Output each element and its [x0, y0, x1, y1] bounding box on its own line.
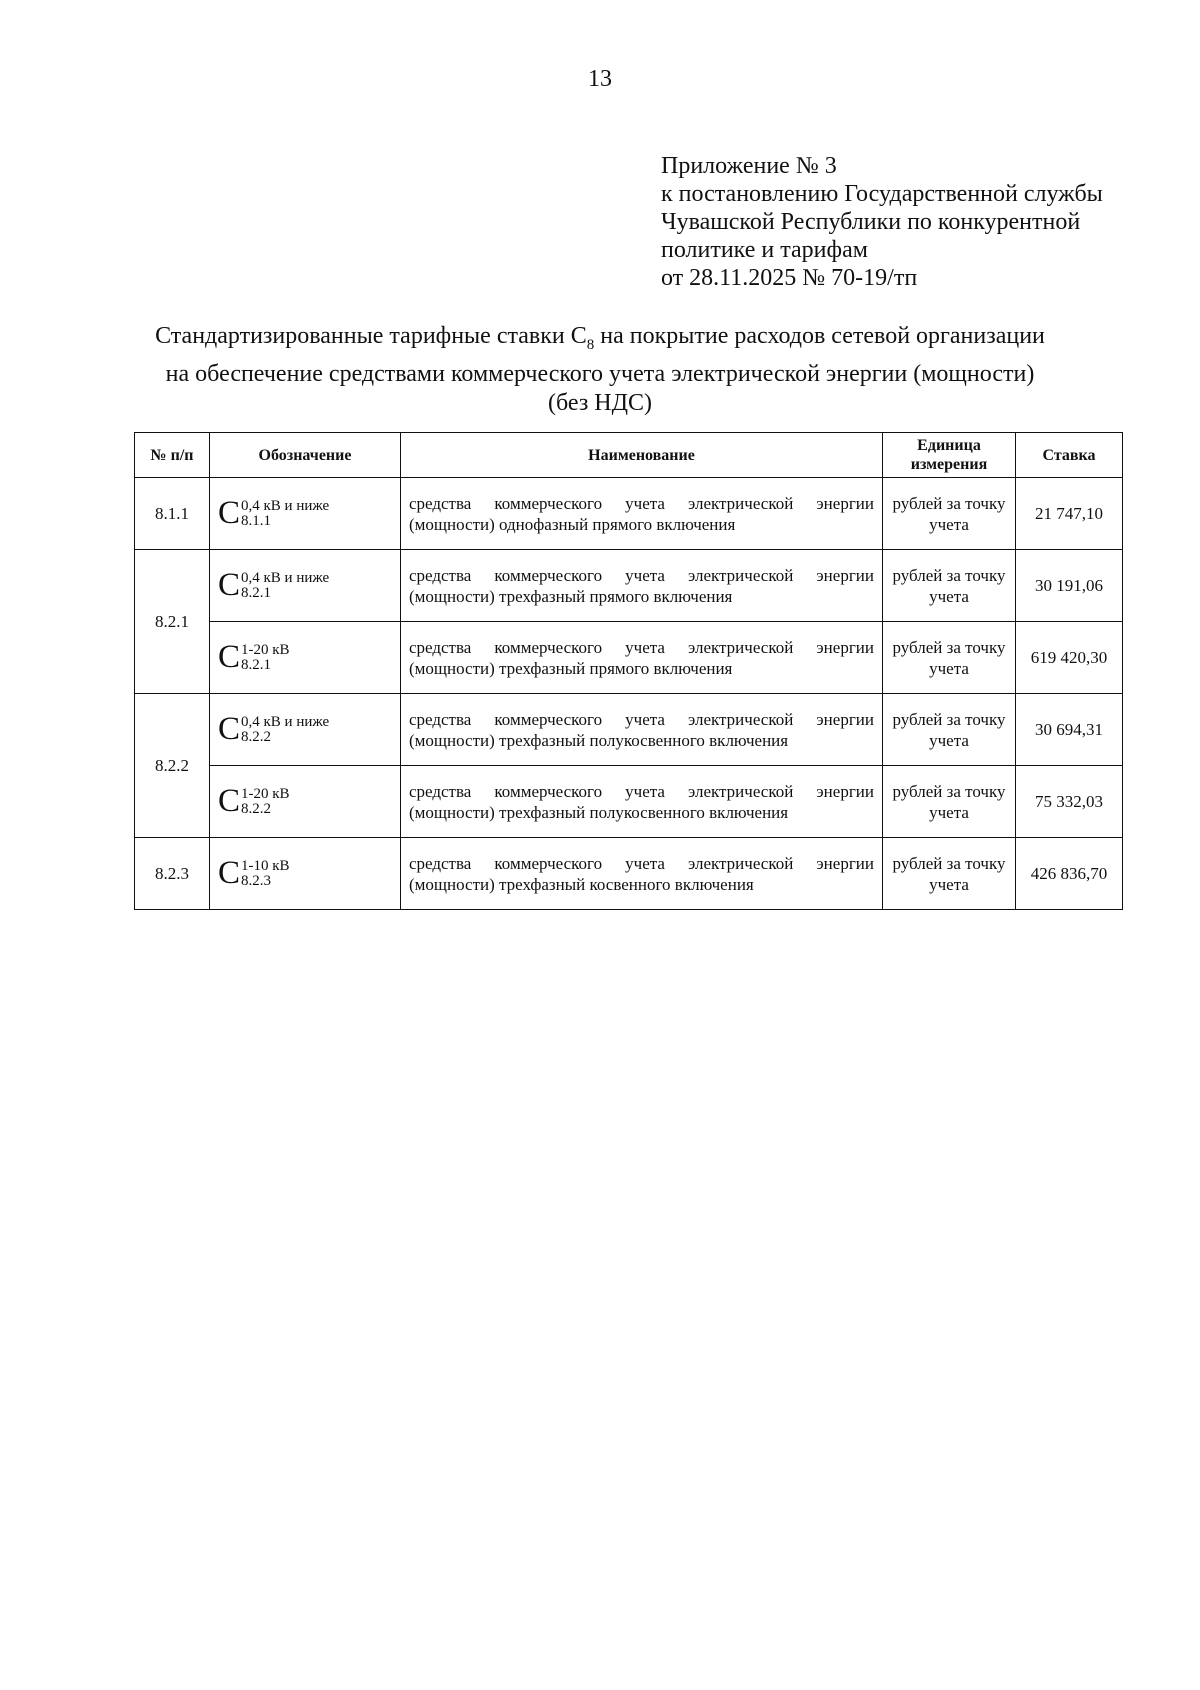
designation-cell: [210, 694, 401, 766]
table-row: [135, 550, 1123, 622]
symbol-subscript: 8.2.3: [241, 872, 272, 889]
rate-cell: 426 836,70: [1016, 838, 1123, 910]
symbol-superscript: 0,4 кВ и ниже: [241, 713, 330, 730]
appendix-header: [661, 152, 1103, 292]
symbol-subscript: 8.2.1: [241, 584, 272, 601]
unit-cell: рублей за точку учета: [883, 550, 1016, 622]
symbol-superscript: 0,4 кВ и ниже: [241, 569, 330, 586]
unit-cell: рублей за точку учета: [883, 622, 1016, 694]
unit-cell: рублей за точку учета: [883, 694, 1016, 766]
name-cell: средства коммерческого учета электрической энергии (мощности) трехфазный косвенного включения: [401, 838, 883, 910]
header-unit-line1: Единица: [917, 437, 981, 454]
title-prefix: Стандартизированные тарифные ставки C: [155, 323, 587, 349]
unit-cell: рублей за точку учета: [883, 766, 1016, 838]
name-cell: средства коммерческого учета электрической энергии (мощности) трехфазный полукосвенного включения: [401, 766, 883, 838]
symbol-letter: C: [218, 783, 241, 819]
symbol-superscript: 1-10 кВ: [241, 857, 290, 874]
symbol-letter: C: [218, 567, 241, 603]
symbol-letter: C: [218, 855, 241, 891]
header-designation: Обозначение: [210, 433, 401, 478]
symbol-letter: C: [218, 495, 241, 531]
appendix-line: к постановлению Государственной службы: [661, 181, 1103, 207]
unit-cell: рублей за точку учета: [883, 838, 1016, 910]
table-row: [135, 838, 1123, 910]
title-line-3: (без НДС): [547, 389, 652, 416]
row-num: 8.2.3: [135, 838, 210, 910]
row-num: 8.2.1: [135, 550, 210, 694]
header-name: Наименование: [401, 433, 883, 478]
symbol-superscript: 1-20 кВ: [241, 785, 290, 802]
title-line-2: на обеспечение средствами коммерческого учета электрической энергии (мощности): [165, 360, 1035, 387]
designation-cell: [210, 478, 401, 550]
rate-cell: 30 191,06: [1016, 550, 1123, 622]
name-cell: средства коммерческого учета электрической энергии (мощности) трехфазный полукосвенного включения: [401, 694, 883, 766]
table-row: [135, 478, 1123, 550]
rate-cell: 21 747,10: [1016, 478, 1123, 550]
symbol-superscript: 0,4 кВ и ниже: [241, 497, 330, 514]
row-num: 8.1.1: [135, 478, 210, 550]
header-unit-line2: измерения: [910, 456, 988, 473]
designation-cell: [210, 550, 401, 622]
symbol-subscript: 8.2.2: [241, 728, 272, 745]
document-title: [0, 322, 1200, 418]
title-line-1: [0, 322, 1200, 360]
symbol-subscript: 8.2.2: [241, 800, 272, 817]
name-cell: средства коммерческого учета электрической энергии (мощности) трехфазный прямого включения: [401, 550, 883, 622]
symbol-subscript: 8.1.1: [241, 512, 272, 529]
appendix-line: политике и тарифам: [661, 237, 868, 263]
unit-cell: рублей за точку учета: [883, 478, 1016, 550]
header-unit: [883, 433, 1016, 478]
rate-cell: 75 332,03: [1016, 766, 1123, 838]
tariff-symbol: [218, 857, 290, 890]
title-suffix: на покрытие расходов сетевой организации: [594, 323, 1045, 349]
tariff-symbol: [218, 497, 329, 530]
header-rate: Ставка: [1016, 433, 1123, 478]
title-subscript: 8: [586, 336, 595, 353]
table-row: [135, 766, 1123, 838]
page-number: 13: [588, 66, 612, 92]
symbol-superscript: 1-20 кВ: [241, 641, 290, 658]
tariff-symbol: [218, 713, 329, 746]
symbol-letter: C: [218, 711, 241, 747]
tariff-symbol: [218, 785, 290, 818]
name-cell: средства коммерческого учета электрической энергии (мощности) трехфазный прямого включения: [401, 622, 883, 694]
appendix-line: Приложение № 3: [661, 153, 837, 179]
table-row: [135, 622, 1123, 694]
symbol-letter: C: [218, 639, 241, 675]
designation-cell: [210, 622, 401, 694]
symbol-subscript: 8.2.1: [241, 656, 272, 673]
tariff-symbol: [218, 569, 329, 602]
appendix-line: от 28.11.2025 № 70-19/тп: [661, 265, 918, 291]
designation-cell: [210, 766, 401, 838]
row-num: 8.2.2: [135, 694, 210, 838]
rate-cell: 30 694,31: [1016, 694, 1123, 766]
appendix-line: Чувашской Республики по конкурентной: [661, 209, 1081, 235]
table-header-row: [135, 433, 1123, 478]
tariff-table: [134, 432, 1123, 910]
table-row: [135, 694, 1123, 766]
name-cell: средства коммерческого учета электрической энергии (мощности) однофазный прямого включения: [401, 478, 883, 550]
tariff-symbol: [218, 641, 290, 674]
rate-cell: 619 420,30: [1016, 622, 1123, 694]
header-num: № п/п: [135, 433, 210, 478]
designation-cell: [210, 838, 401, 910]
